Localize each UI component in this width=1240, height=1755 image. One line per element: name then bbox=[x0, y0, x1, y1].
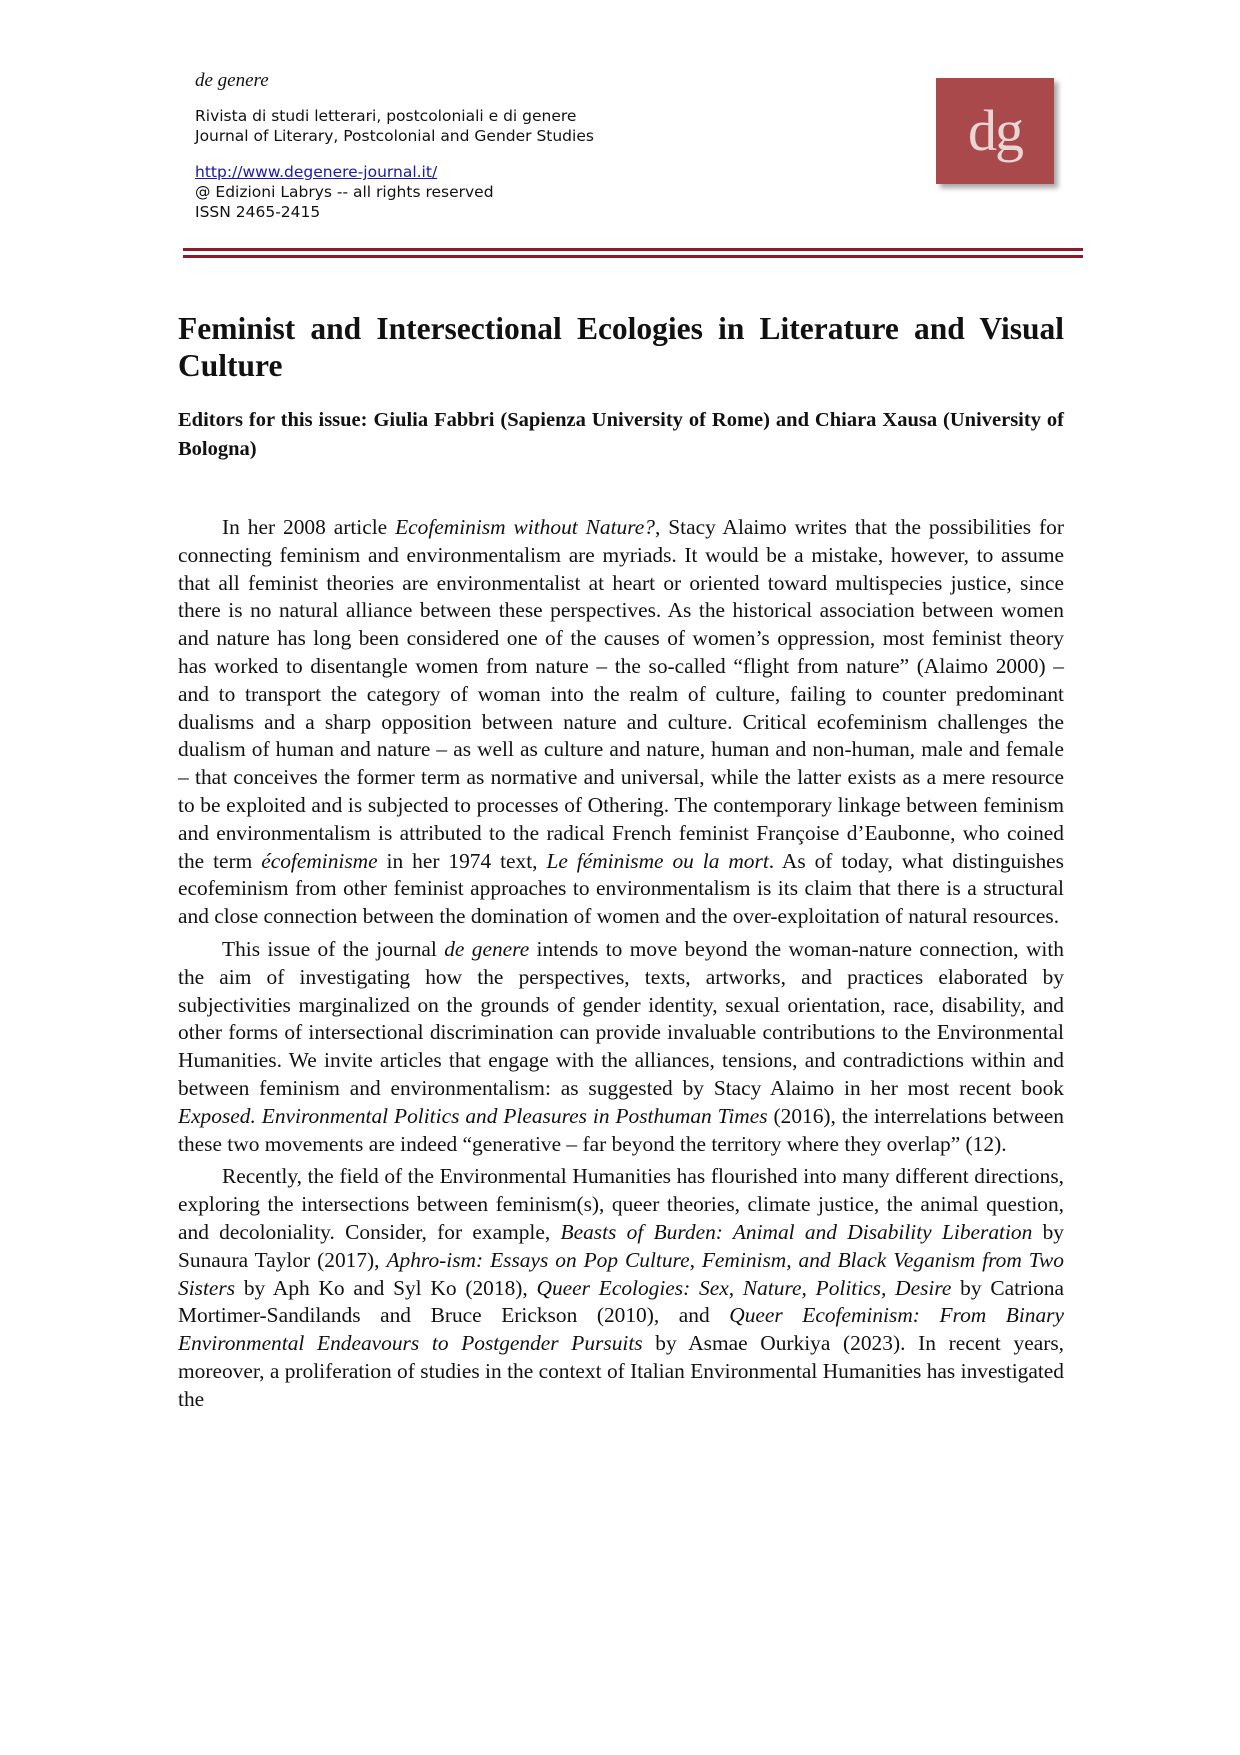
p1-italic-article-title: Ecofeminism without Nature? bbox=[395, 515, 655, 539]
header-divider bbox=[183, 248, 1083, 262]
p1-italic-book-title: Le féminisme ou la mort bbox=[546, 848, 769, 873]
journal-name: de genere bbox=[195, 70, 269, 91]
journal-website-link[interactable]: http://www.degenere-journal.it/ bbox=[195, 163, 438, 181]
issn-number: ISSN 2465-2415 bbox=[195, 203, 321, 221]
paragraph-3 bbox=[178, 1163, 1064, 1413]
p1-text-c: , Stacy Alaimo writes that the possibilities for connecting feminism and environmentalism are myriads. It would be a mistake, however, to assume that all feminist theories are environmentalist at heart or oriented toward multispecies justice, since there is no natural alliance between these perspectives. As the historical association between women and nature has long been considered one of the causes of women’s oppression, most feminist theory has worked to disentangle women from nature – the so-called “flight from nature” (Alaimo 2000) – and to transport the category of woman into the realm of culture, failing to counter predominant dualisms and a sharp opposition between nature and culture. Critical ecofeminism challenges the dualism of human and nature – as well as culture and nature, human and non-human, male and female – that conceives the former term as normative and universal, while the latter exists as a mere resource to be exploited and is subjected to processes of Othering. The contemporary linkage between feminism and environmentalism is attributed to the radical French feminist Françoise d’Eaubonne, who coined the term bbox=[178, 515, 1064, 873]
divider-line-bottom bbox=[183, 255, 1083, 258]
p3-text-a: Recently, the field of the Environmental Humanities has flourished into many different directions, exploring the intersections between feminism(s), queer theories, climate justice, the animal question, and decoloniality. Consider, for example, bbox=[178, 1164, 1064, 1244]
p1-italic-term: écofeminisme bbox=[261, 848, 378, 873]
p2-text-c: intends to move beyond the woman-nature connection, with the aim of investigating how the perspectives, texts, artworks, and practices elaborated by subjectivities marginalized on the grounds of gender identity, sexual orientation, race, disability, and other forms of intersectional discrimination can provide invaluable contributions to the Environmental Humanities. We invite articles that engage with the alliances, tensions, and contradictions within and between feminism and environmentalism: as suggested by Stacy Alaimo in her most recent book bbox=[178, 936, 1064, 1100]
p2-italic-journal-name: de genere bbox=[444, 936, 530, 961]
p3-italic-book-3: Queer Ecologies: Sex, Nature, Politics, Desire bbox=[536, 1275, 952, 1300]
p2-text-a: This issue of the journal bbox=[222, 936, 445, 961]
p3-text-c: by Sunaura Taylor (2017), bbox=[178, 1219, 1065, 1272]
journal-subtitle-italian: Rivista di studi letterari, postcoloniali e di genere bbox=[195, 107, 577, 125]
p3-text-g: by Catriona Mortimer-Sandilands and Bruce Erickson (2010), and bbox=[178, 1275, 1064, 1328]
paragraph-2 bbox=[178, 936, 1064, 1158]
p1-text-e: in her 1974 text, bbox=[377, 848, 547, 873]
issue-editors: Editors for this issue: Giulia Fabbri (Sapienza University of Rome) and Chiara Xausa (University of Bologna) bbox=[178, 409, 1064, 460]
p3-italic-book-2: Aphro-ism: Essays on Pop Culture, Feminism, and Black Veganism from Two Sisters bbox=[178, 1247, 1064, 1300]
divider-line-top bbox=[183, 248, 1083, 251]
p2-text-e: (2016), the interrelations between these two movements are indeed “generative – far beyond the territory where they overlap” (12). bbox=[178, 1103, 1064, 1156]
p2-italic-book-title: Exposed. Environmental Politics and Pleasures in Posthuman Times bbox=[178, 1103, 768, 1128]
p3-text-e: by Aph Ko and Syl Ko (2018), bbox=[235, 1275, 537, 1300]
publisher-rights: @ Edizioni Labrys -- all rights reserved bbox=[195, 183, 494, 201]
journal-logo bbox=[936, 78, 1054, 184]
p3-italic-book-4: Queer Ecofeminism: From Binary Environmental Endeavours to Postgender Pursuits bbox=[178, 1303, 1064, 1356]
journal-subtitle-english: Journal of Literary, Postcolonial and Gender Studies bbox=[195, 127, 594, 145]
journal-header bbox=[195, 70, 895, 222]
p3-italic-book-1: Beasts of Burden: Animal and Disability Liberation bbox=[560, 1219, 1033, 1244]
logo-text: dg bbox=[968, 98, 1022, 163]
p1-text-a: In her 2008 article bbox=[222, 515, 396, 539]
p3-text-i: by Asmae Ourkiya (2023). In recent years, moreover, a proliferation of studies in the context of Italian Environmental Humanities has investigated the bbox=[178, 1331, 1064, 1411]
p1-text-g: . As of today, what distinguishes ecofeminism from other feminist approaches to environmentalism is its claim that there is a structural and close connection between the domination of women and the over-exploitation of natural resources. bbox=[178, 848, 1064, 929]
paragraph-1 bbox=[178, 514, 1064, 931]
article-body bbox=[178, 310, 1064, 1419]
article-title: Feminist and Intersectional Ecologies in Literature and Visual Culture bbox=[178, 311, 1064, 383]
